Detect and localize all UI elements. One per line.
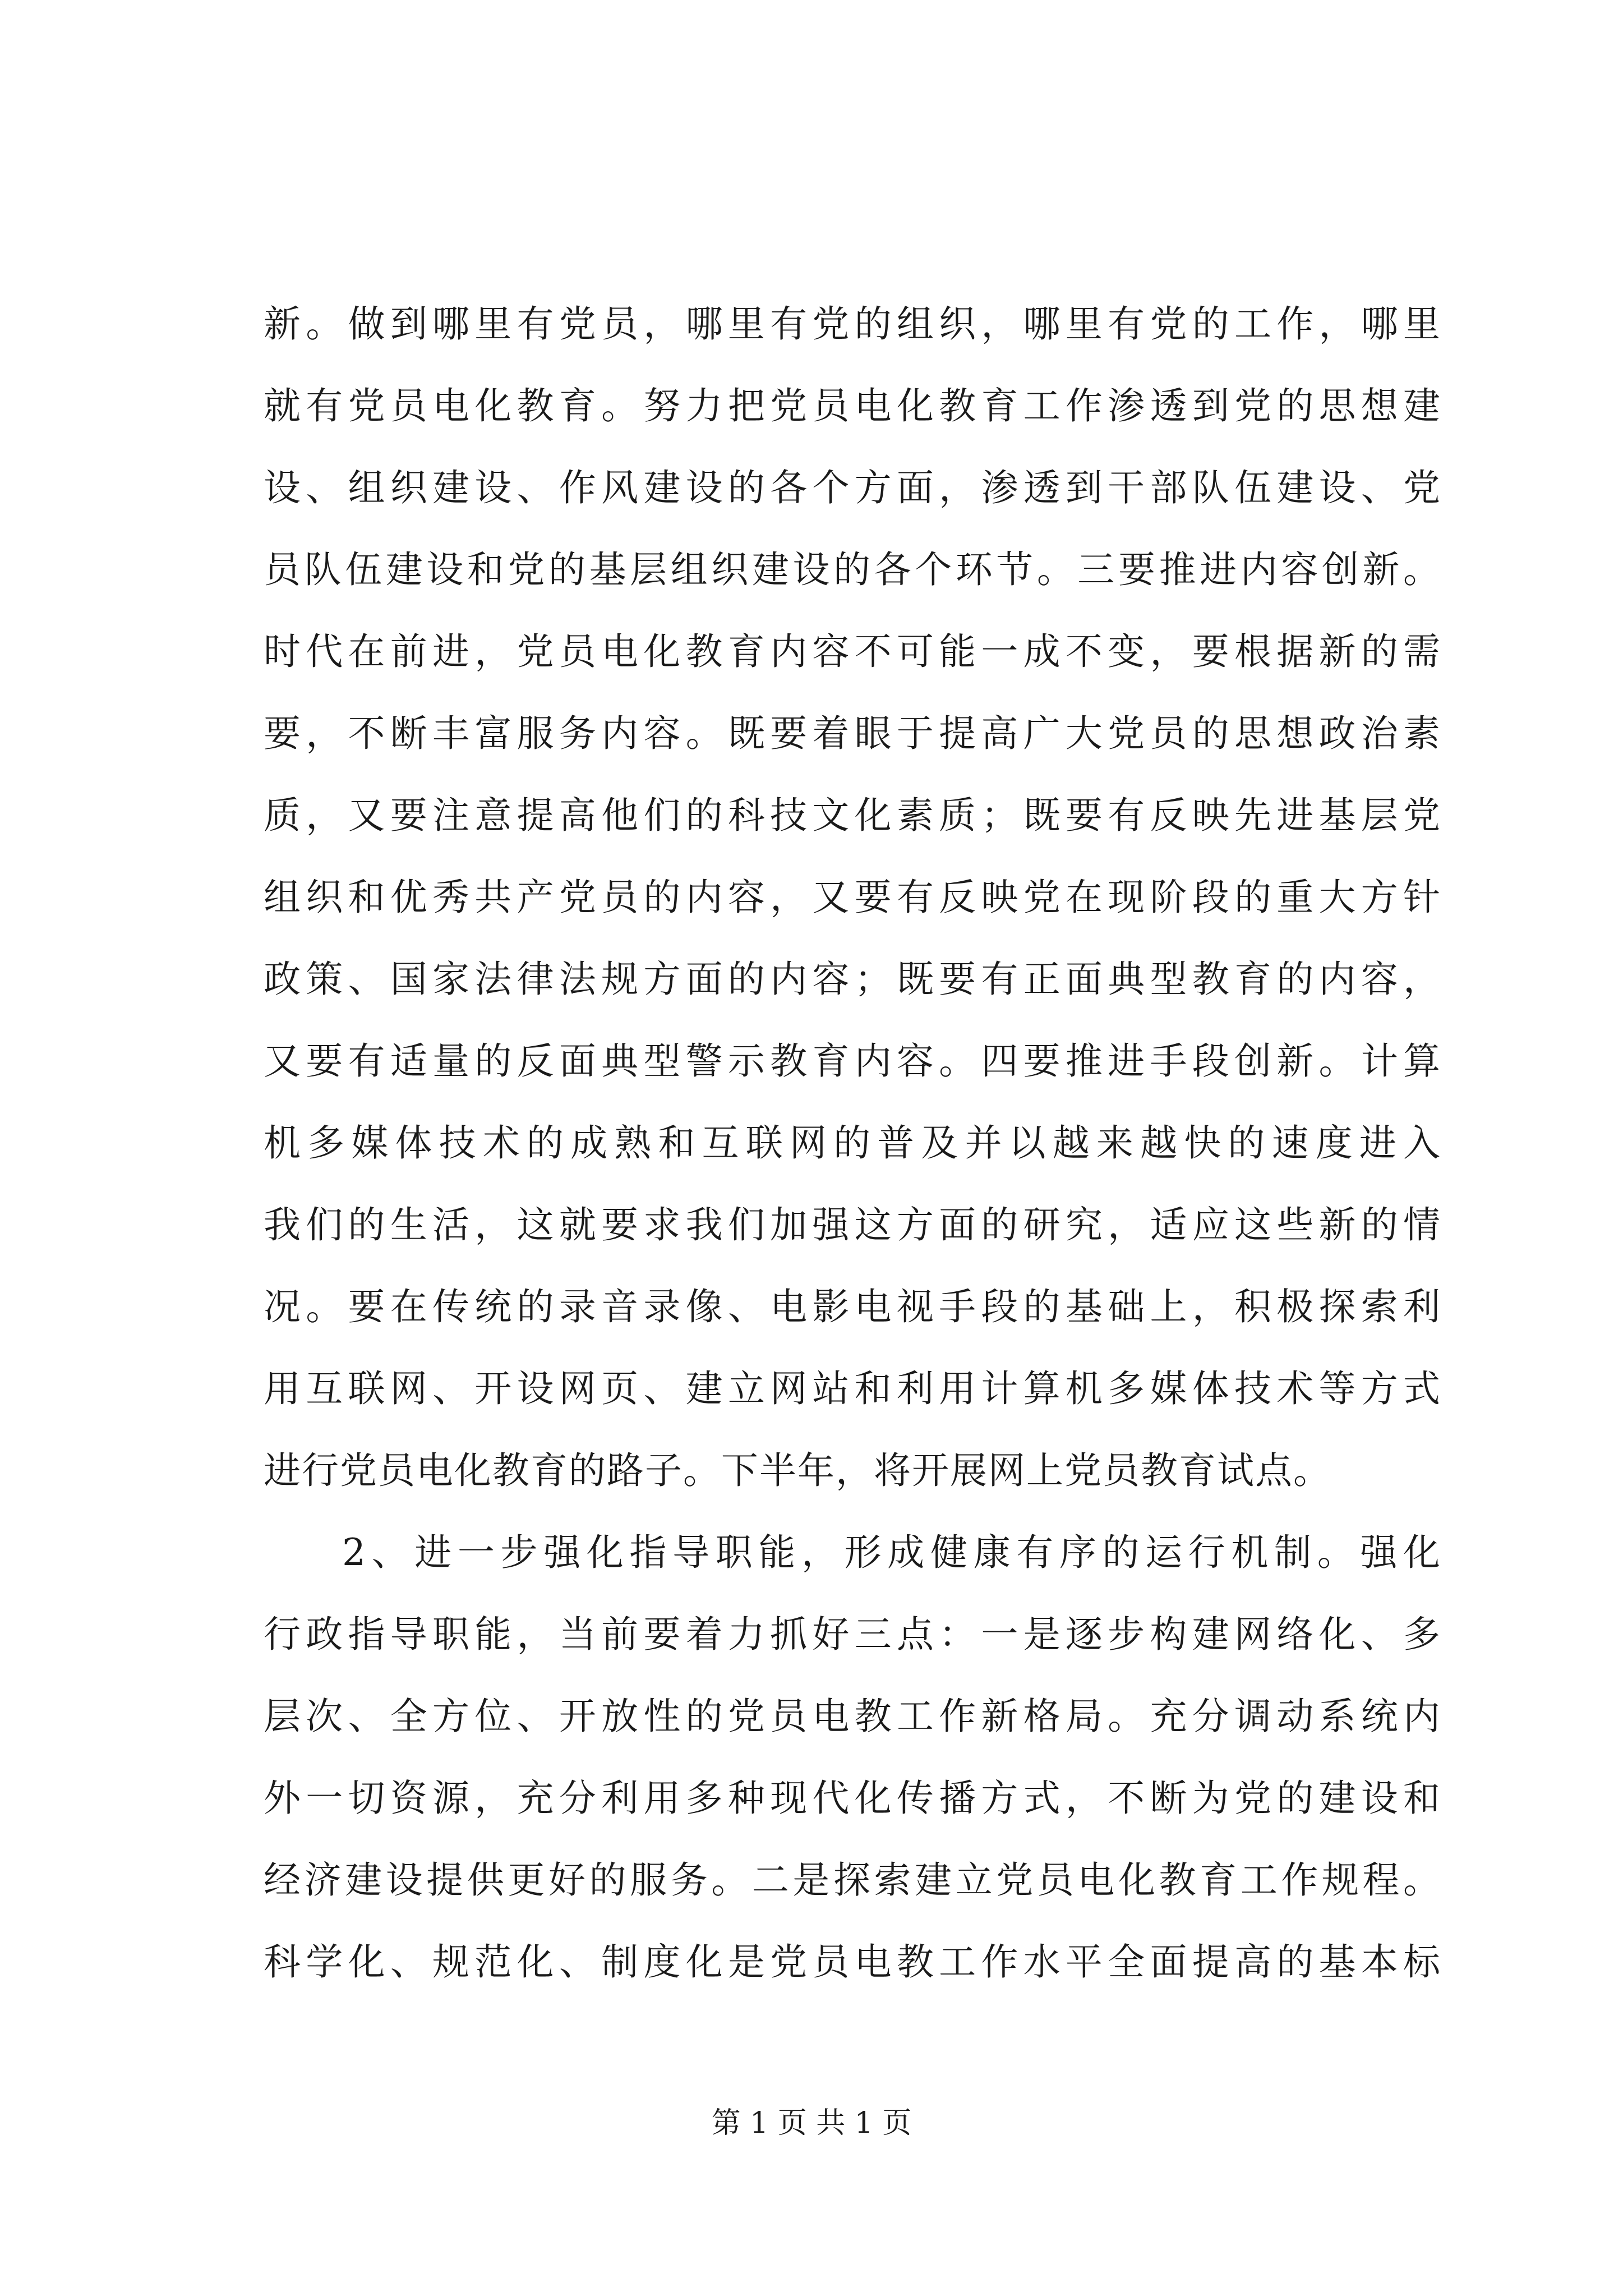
text-line-13: 况。要在传统的录音录像、电影电视手段的基础上，积极探索利 (264, 1285, 1441, 1328)
text-line-20: 经济建设提供更好的服务。二是探索建立党员电化教育工作规程。 (264, 1858, 1441, 1902)
text-line-16: 2、进一步强化指导职能，形成健康有序的运行机制。强化 (342, 1531, 1441, 1574)
text-line-2: 就有党员电化教育。努力把党员电化教育工作渗透到党的思想建 (264, 384, 1441, 427)
text-line-21: 科学化、规范化、制度化是党员电教工作水平全面提高的基本标 (264, 1940, 1441, 1984)
text-line-15: 进行党员电化教育的路子。下半年，将开展网上党员教育试点。 (264, 1449, 1331, 1492)
text-line-3: 设、组织建设、作风建设的各个方面，渗透到干部队伍建设、党 (264, 466, 1441, 509)
text-line-5: 时代在前进，党员电化教育内容不可能一成不变，要根据新的需 (264, 630, 1441, 673)
text-line-12: 我们的生活，这就要求我们加强这方面的研究，适应这些新的情 (264, 1203, 1441, 1246)
text-line-1: 新。做到哪里有党员，哪里有党的组织，哪里有党的工作，哪里 (264, 302, 1441, 346)
text-line-14: 用互联网、开设网页、建立网站和利用计算机多媒体技术等方式 (264, 1367, 1441, 1410)
text-line-18: 层次、全方位、开放性的党员电教工作新格局。充分调动系统内 (264, 1695, 1441, 1738)
text-line-7: 质，又要注意提高他们的科技文化素质；既要有反映先进基层党 (264, 794, 1441, 837)
text-line-9: 政策、国家法律法规方面的内容；既要有正面典型教育的内容， (264, 958, 1441, 1001)
text-line-17: 行政指导职能，当前要着力抓好三点：一是逐步构建网络化、多 (264, 1613, 1441, 1656)
text-line-8: 组织和优秀共产党员的内容，又要有反映党在现阶段的重大方针 (264, 876, 1441, 919)
text-line-6: 要，不断丰富服务内容。既要着眼于提高广大党员的思想政治素 (264, 712, 1441, 755)
text-line-4: 员队伍建设和党的基层组织建设的各个环节。三要推进内容创新。 (264, 548, 1441, 591)
page-number-footer: 第 1 页 共 1 页 (711, 2106, 912, 2140)
text-line-11: 机多媒体技术的成熟和互联网的普及并以越来越快的速度进入 (264, 1121, 1441, 1165)
text-line-10: 又要有适量的反面典型警示教育内容。四要推进手段创新。计算 (264, 1039, 1441, 1083)
document-body (264, 283, 1441, 2003)
text-line-19: 外一切资源，充分利用多种现代化传播方式，不断为党的建设和 (264, 1777, 1441, 1820)
